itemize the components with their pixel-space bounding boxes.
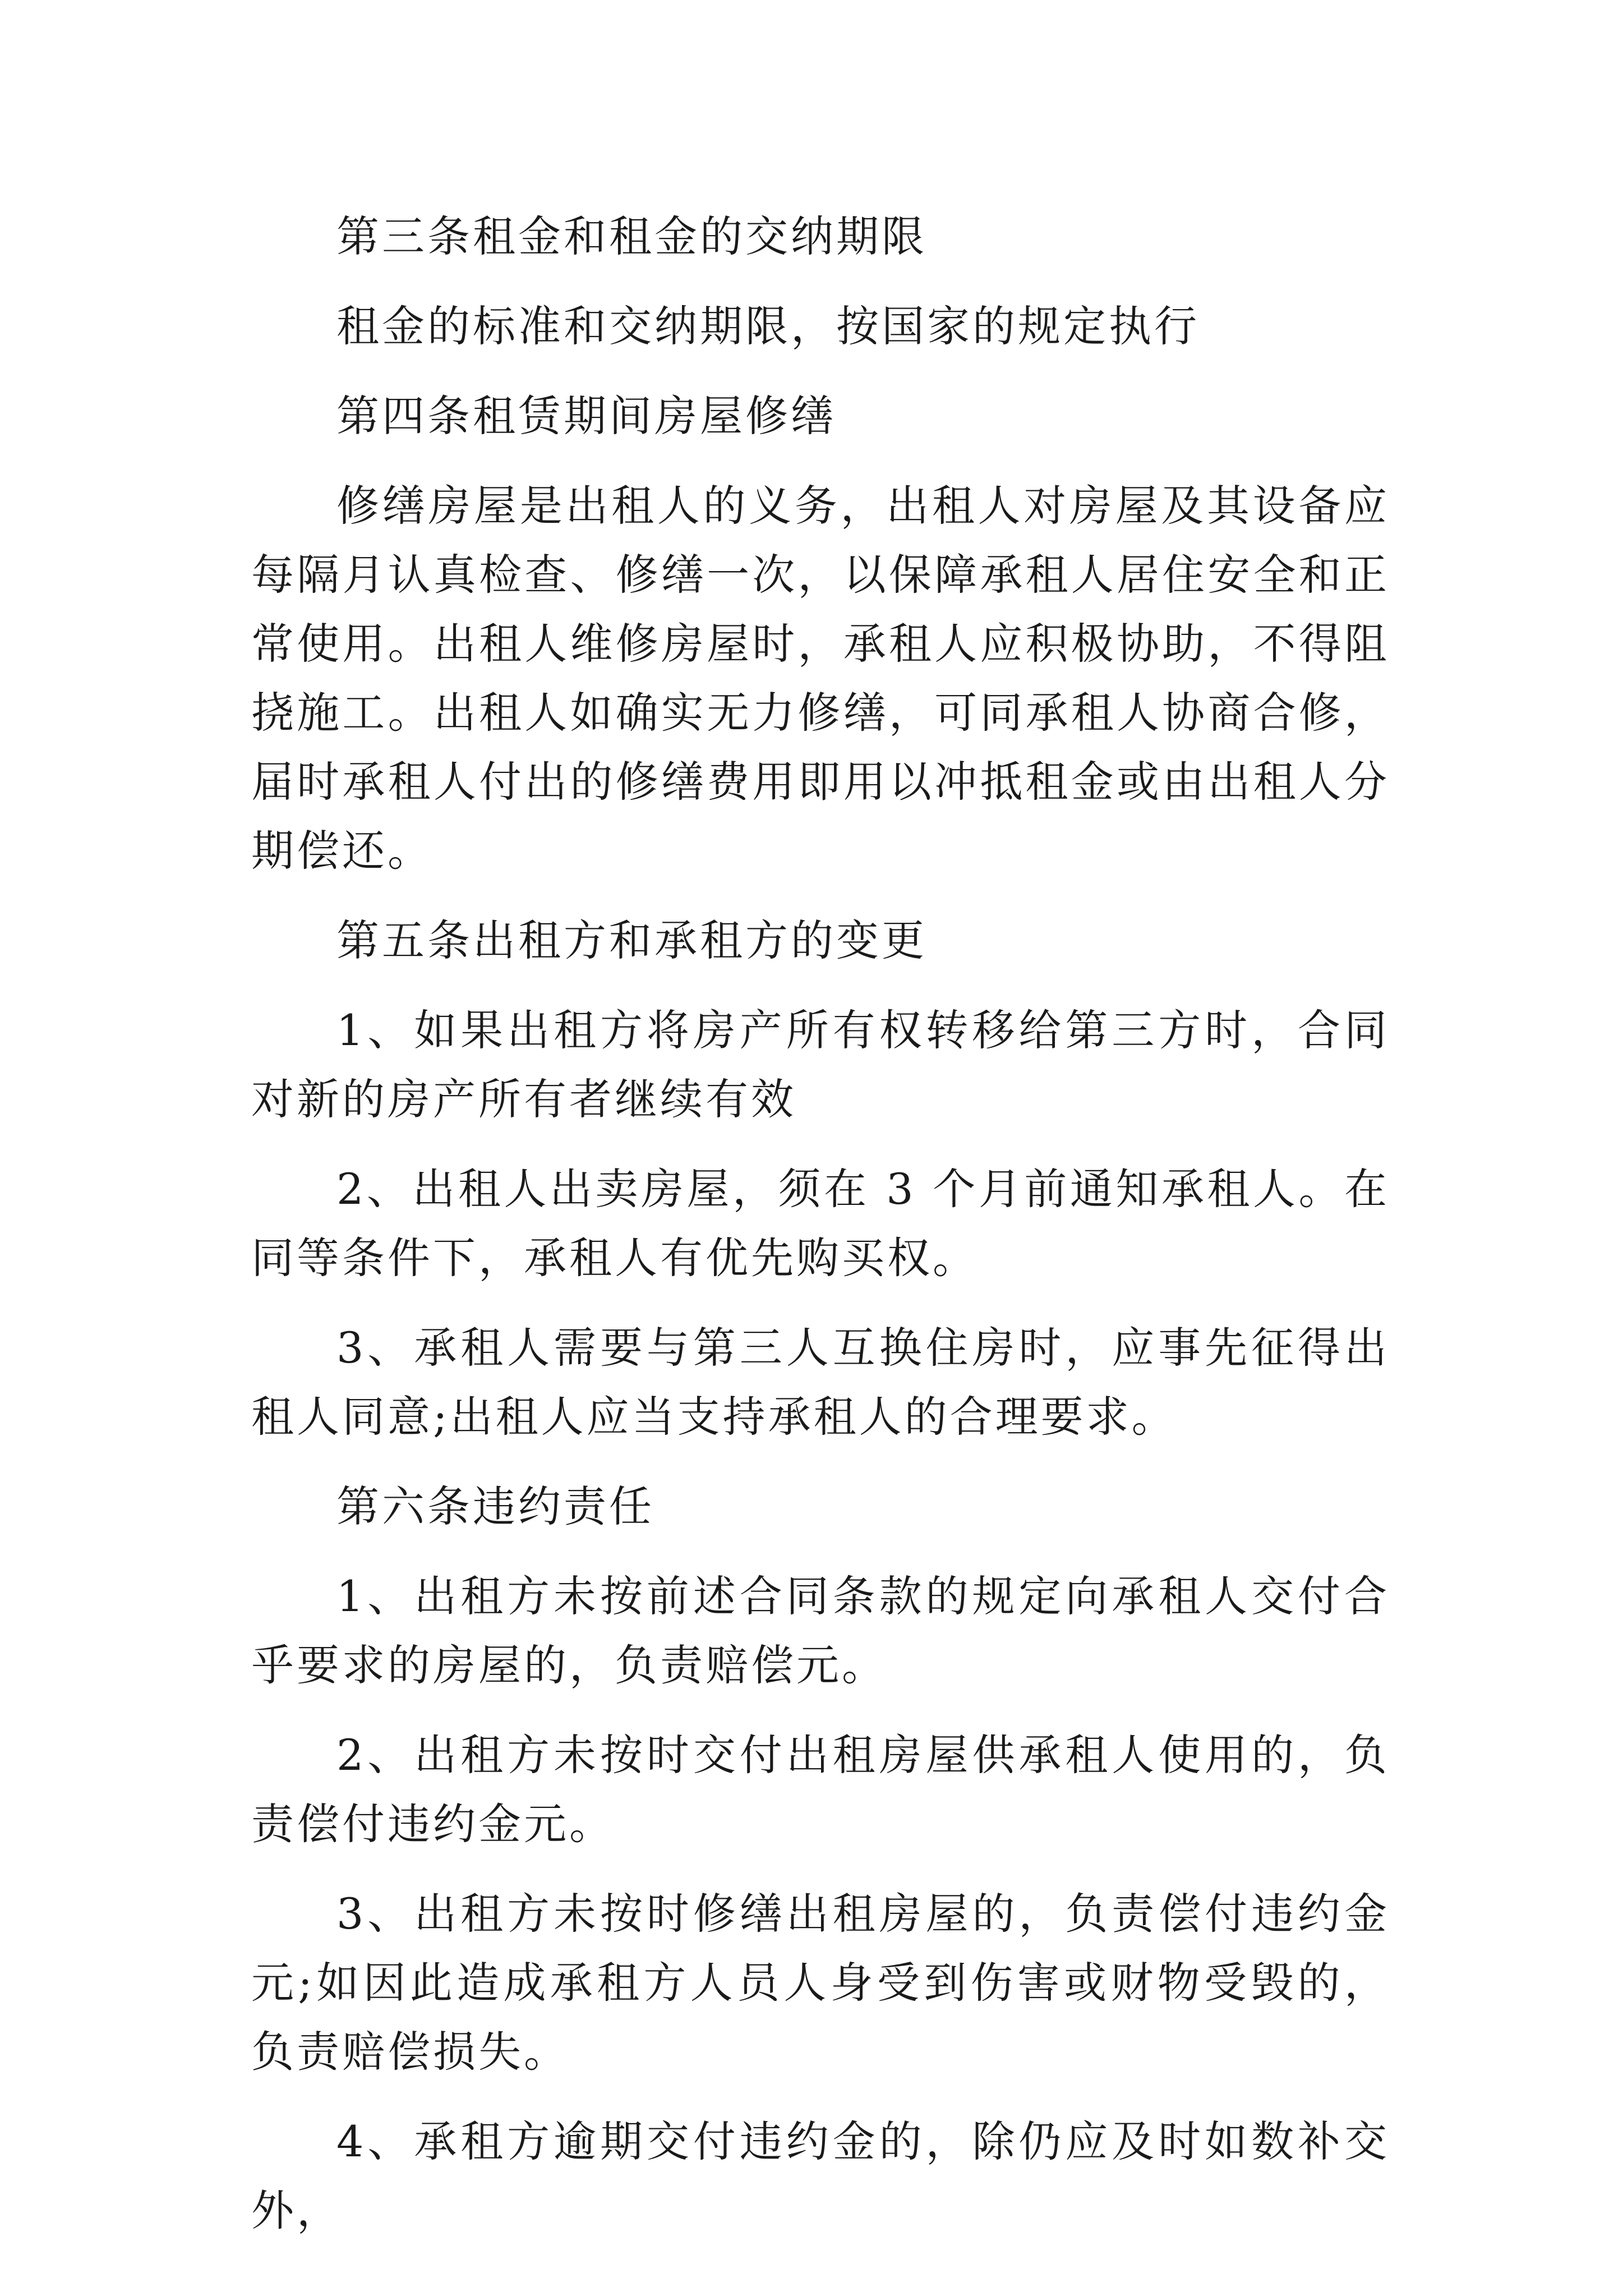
- list-item: 1、出租方未按前述合同条款的规定向承租人交付合乎要求的房屋的，负责赔偿元。: [251, 1571, 1390, 1690]
- article-3-heading: 第三条租金和租金的交纳期限: [336, 211, 927, 261]
- document-body: [251, 202, 1390, 2266]
- list-item: 3、出租方未按时修缮出租房屋的，负责偿付违约金元;如因此造成承租方人员人身受到伤害或财物受毁的，负责赔偿损失。: [251, 1889, 1390, 2077]
- paragraph: 租金的标准和交纳期限，按国家的规定执行: [336, 301, 1200, 351]
- list-item: 2、出租方未按时交付出租房屋供承租人使用的，负责偿付违约金元。: [251, 1730, 1390, 1849]
- list-item: 2、出租人出卖房屋，须在 3 个月前通知承租人。在同等条件下，承租人有优先购买权。: [251, 1164, 1390, 1283]
- list-item: 4、承租方逾期交付违约金的，除仍应及时如数补交外，: [251, 2116, 1390, 2235]
- article-4-heading: 第四条租赁期间房屋修缮: [336, 391, 836, 441]
- article-5-heading: 第五条出租方和承租方的变更: [336, 915, 927, 965]
- list-item: 1、如果出租方将房产所有权转移给第三方时，合同对新的房产所有者继续有效: [251, 1005, 1390, 1124]
- paragraph: 修缮房屋是出租人的义务，出租人对房屋及其设备应每隔月认真检查、修缮一次，以保障承租人居住安全和正常使用。出租人维修房屋时，承租人应积极协助，不得阻挠施工。出租人如确实无力修缮，可同承租人协商合修，届时承租人付出的修缮费用即用以冲抵租金或由出租人分期偿还。: [251, 481, 1390, 876]
- article-6-heading: 第六条违约责任: [336, 1481, 654, 1531]
- list-item: 3、承租人需要与第三人互换住房时，应事先征得出租人同意;出租人应当支持承租人的合理要求。: [251, 1323, 1390, 1442]
